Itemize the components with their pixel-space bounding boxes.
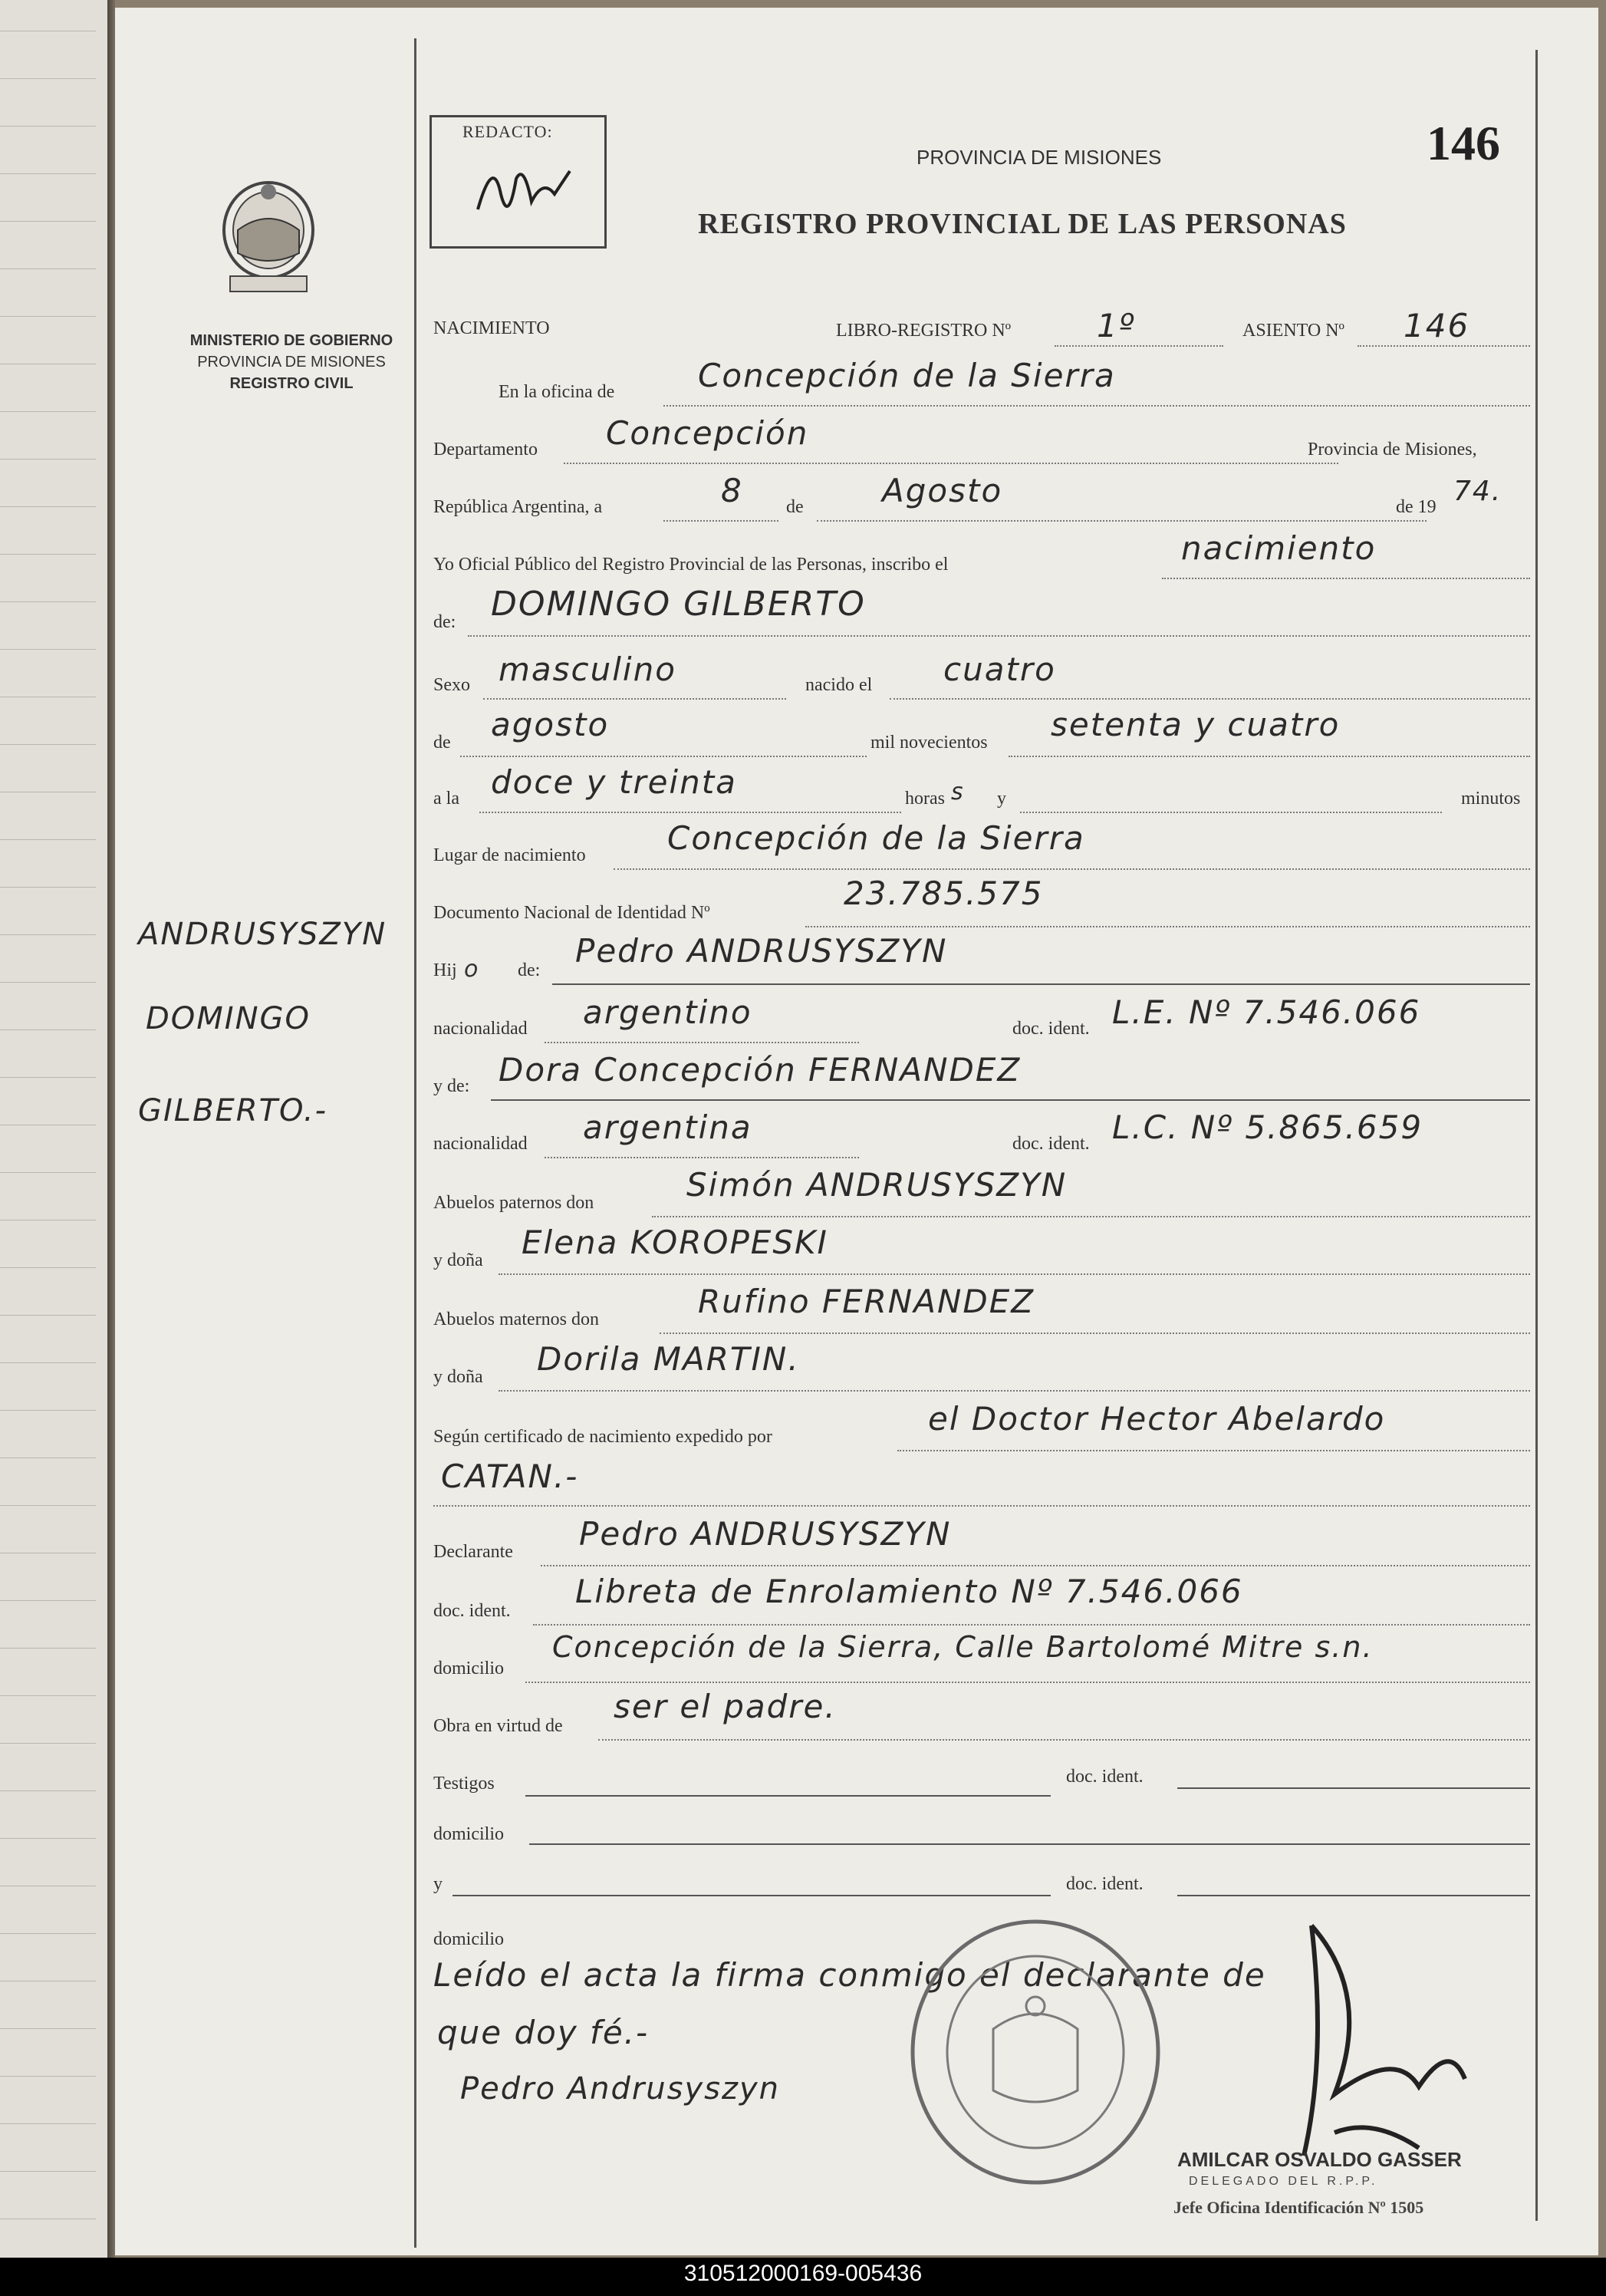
official-signature-icon: [1219, 1902, 1488, 2171]
value-obra: ser el padre.: [614, 1688, 837, 1725]
label-republica: República Argentina, a: [433, 497, 603, 517]
declarante-signature: Pedro Andrusyszyn: [460, 2071, 781, 2107]
dots-dni: [805, 926, 1530, 927]
label-nacido: nacido el: [805, 675, 873, 695]
dots-declarante-doc: [533, 1624, 1530, 1626]
dots-certificado: [897, 1450, 1530, 1451]
label-y-testigo: y: [433, 1874, 443, 1894]
value-abuela-materna: Dorila MARTIN.: [537, 1340, 800, 1378]
value-nacido-anio: setenta y cuatro: [1051, 706, 1341, 743]
official-title: DELEGADO DEL R.P.P.: [1189, 2175, 1378, 2188]
dots-abuelo-paterno: [652, 1216, 1530, 1217]
facing-page: [0, 0, 110, 2296]
value-libro: 1º: [1097, 307, 1136, 344]
dots-obra: [598, 1739, 1530, 1741]
label-testigo-doc-1: doc. ident.: [1066, 1767, 1144, 1787]
label-nacionalidad-padre: nacionalidad: [433, 1019, 528, 1039]
facing-page-rule: [0, 1267, 96, 1268]
provincial-emblem-icon: [215, 176, 322, 299]
value-dni: 23.785.575: [844, 875, 1044, 912]
label-doc-padre: doc. ident.: [1012, 1019, 1090, 1039]
label-abuelos-paternos: Abuelos paternos don: [433, 1193, 594, 1213]
facing-page-rule: [0, 268, 96, 269]
facing-page-rule: [0, 411, 96, 412]
label-libro: LIBRO-REGISTRO Nº: [836, 321, 1012, 341]
label-doc-madre: doc. ident.: [1012, 1134, 1090, 1154]
label-a-la: a la: [433, 789, 459, 809]
label-domicilio-declarante: domicilio: [433, 1659, 504, 1678]
label-oficina: En la oficina de: [499, 382, 615, 402]
facing-page-rule: [0, 744, 96, 745]
facing-page-rule: [0, 1695, 96, 1696]
dots-dia: [663, 520, 778, 522]
value-departamento: Concepción: [606, 414, 809, 452]
margin-middle-name: GILBERTO.-: [138, 1093, 328, 1128]
label-de19: de 19: [1396, 497, 1437, 517]
value-nacionalidad-madre: argentina: [583, 1108, 752, 1146]
dots-nombre: [468, 635, 1530, 637]
facing-page-rule: [0, 554, 96, 555]
facing-page-rule: [0, 78, 96, 79]
facing-page-rule: [0, 601, 96, 602]
facing-page-rule: [0, 506, 96, 507]
rule-domicilio-testigo-1: [529, 1843, 1530, 1845]
label-sexo: Sexo: [433, 675, 470, 695]
value-hijo-suffix: o: [464, 956, 480, 983]
label-yo-oficial: Yo Oficial Público del Registro Provincial de las Personas, inscribo el: [433, 555, 949, 575]
value-mes: Agosto: [882, 472, 1003, 509]
closing-line-2: que doy fé.-: [437, 2014, 650, 2051]
dots-hora: [479, 812, 901, 813]
value-anio: 74.: [1453, 476, 1502, 507]
redacto-signature-icon: [470, 148, 578, 232]
label-mil-novecientos: mil novecientos: [870, 733, 988, 753]
facing-page-rule: [0, 2076, 96, 2077]
value-declarante: Pedro ANDRUSYSZYN: [579, 1515, 952, 1553]
value-domicilio: Concepción de la Sierra, Calle Bartolomé Mitre s.n.: [552, 1630, 1374, 1664]
value-abuelo-paterno: Simón ANDRUSYSZYN: [686, 1166, 1068, 1204]
rule-testigo-doc-1: [1177, 1787, 1530, 1789]
label-segun: Según certificado de nacimiento expedido por: [433, 1427, 772, 1447]
dots-sexo: [483, 698, 786, 700]
ministry-province: PROVINCIA DE MISIONES: [197, 354, 386, 371]
dots-oficina: [663, 405, 1530, 407]
value-sexo: masculino: [499, 651, 676, 688]
facing-page-rule: [0, 982, 96, 983]
dots-libro: [1055, 345, 1223, 347]
label-abuela-paterna: y doña: [433, 1250, 483, 1270]
dots-minutos: [1020, 812, 1442, 813]
document-id: 310512000169-005436: [683, 2261, 923, 2286]
label-minutos: minutos: [1461, 789, 1521, 809]
rule-testigo-doc-2: [1177, 1895, 1530, 1896]
ministry-name: MINISTERIO DE GOBIERNO: [189, 332, 393, 349]
margin-given-name: DOMINGO: [146, 1001, 311, 1036]
official-name: AMILCAR OSVALDO GASSER: [1177, 2148, 1462, 2171]
facing-page-rule: [0, 934, 96, 935]
dots-inscribe: [1162, 578, 1530, 579]
facing-page-rule: [0, 221, 96, 222]
label-nacionalidad-madre: nacionalidad: [433, 1134, 528, 1154]
facing-page-rule: [0, 316, 96, 317]
label-domicilio-testigo-2: domicilio: [433, 1929, 504, 1949]
page-number: 146: [1427, 116, 1500, 170]
label-asiento: ASIENTO Nº: [1242, 321, 1344, 341]
value-abuelo-materno: Rufino FERNANDEZ: [698, 1283, 1035, 1320]
label-nacimiento: NACIMIENTO: [433, 318, 550, 338]
facing-page-rule: [0, 1790, 96, 1791]
value-doc-madre: L.C. Nº 5.865.659: [1112, 1108, 1423, 1146]
value-abuela-paterna: Elena KOROPESKI: [522, 1224, 828, 1261]
value-nombre: DOMINGO GILBERTO: [491, 585, 866, 624]
value-declarante-doc: Libreta de Enrolamiento Nº 7.546.066: [575, 1573, 1243, 1610]
facing-page-rule: [0, 173, 96, 174]
facing-page-rule: [0, 1029, 96, 1030]
facing-page-rule: [0, 1362, 96, 1363]
label-domicilio-testigo-1: domicilio: [433, 1824, 504, 1844]
rule-testigo-2: [453, 1895, 1051, 1896]
value-padre: Pedro ANDRUSYSZYN: [575, 932, 948, 970]
dots-domicilio: [525, 1682, 1530, 1683]
value-nacionalidad-padre: argentino: [583, 993, 752, 1031]
value-asiento: 146: [1404, 307, 1470, 344]
margin-surname: ANDRUSYSZYN: [138, 917, 387, 952]
facing-page-rule: [0, 1743, 96, 1744]
dots-lugar: [614, 868, 1530, 870]
registry-seal-stamp-icon: [905, 1914, 1166, 2190]
value-oficina: Concepción de la Sierra: [698, 357, 1116, 394]
value-inscribe: nacimiento: [1181, 529, 1377, 567]
dots-certificado-2: [433, 1505, 1530, 1507]
rule-madre: [491, 1099, 1530, 1101]
facing-page-rule: [0, 126, 96, 127]
registry-title: REGISTRO PROVINCIAL DE LAS PERSONAS: [698, 208, 1347, 240]
facing-page-rule: [0, 459, 96, 460]
ministry-registry: REGISTRO CIVIL: [229, 375, 354, 392]
facing-page-rule: [0, 649, 96, 650]
rule-testigo-1: [525, 1795, 1051, 1797]
dots-nacionalidad-padre: [545, 1042, 859, 1043]
value-nacido-mes: agosto: [491, 706, 610, 743]
dots-declarante: [541, 1565, 1530, 1566]
label-hijo-de: de:: [518, 960, 541, 980]
value-certificado-2: CATAN.-: [441, 1458, 579, 1495]
facing-page-rule: [0, 2171, 96, 2172]
dots-asiento: [1358, 345, 1530, 347]
label-lugar: Lugar de nacimiento: [433, 845, 586, 865]
value-nacido-dia: cuatro: [943, 651, 1056, 688]
dots-abuelo-materno: [660, 1332, 1530, 1334]
label-de-mes: de: [786, 497, 804, 517]
facing-page-rule: [0, 2028, 96, 2029]
facing-page-rule: [0, 1172, 96, 1173]
dots-departamento: [564, 463, 1338, 464]
dots-abuela-materna: [499, 1390, 1530, 1392]
label-de-nacido-mes: de: [433, 733, 451, 753]
right-rule: [1535, 50, 1538, 2221]
label-hijo: Hij: [433, 960, 457, 980]
facing-page-rule: [0, 1077, 96, 1078]
redacto-box: [429, 115, 607, 249]
facing-page-rule: [0, 1600, 96, 1601]
label-testigo-doc-2: doc. ident.: [1066, 1874, 1144, 1894]
label-y-de: y de:: [433, 1076, 470, 1096]
label-obra: Obra en virtud de: [433, 1716, 563, 1736]
dots-nacido: [890, 698, 1530, 700]
value-certificado: el Doctor Hector Abelardo: [928, 1400, 1386, 1438]
book-spine: [107, 0, 115, 2296]
facing-page-rule: [0, 1315, 96, 1316]
dots-nacido-anio: [1009, 756, 1530, 757]
facing-page-rule: [0, 1505, 96, 1506]
ministry-header: [138, 330, 445, 394]
label-horas: horas: [905, 789, 945, 809]
label-y-minutos: y: [997, 789, 1006, 809]
redacto-label: REDACTO:: [462, 122, 553, 141]
rule-padre: [552, 983, 1530, 985]
dots-mes: [817, 520, 1427, 522]
value-lugar: Concepción de la Sierra: [667, 819, 1085, 857]
facing-page-rule: [0, 887, 96, 888]
label-abuelos-maternos: Abuelos maternos don: [433, 1309, 599, 1329]
closing-line-1: Leído el acta la firma conmigo el declarante de: [433, 1956, 1266, 1994]
label-de-nombre: de:: [433, 612, 456, 632]
province-title: PROVINCIA DE MISIONES: [917, 146, 1162, 169]
value-doc-padre: L.E. Nº 7.546.066: [1112, 993, 1421, 1031]
label-declarante: Declarante: [433, 1542, 513, 1562]
label-testigos: Testigos: [433, 1774, 495, 1794]
label-declarante-doc: doc. ident.: [433, 1601, 511, 1621]
value-madre: Dora Concepción FERNANDEZ: [499, 1051, 1022, 1089]
dots-nacido-mes: [460, 756, 867, 757]
dots-nacionalidad-madre: [545, 1157, 859, 1158]
dots-abuela-paterna: [499, 1273, 1530, 1275]
facing-page-rule: [0, 1410, 96, 1411]
label-dni: Documento Nacional de Identidad Nº: [433, 903, 710, 923]
value-hora: doce y treinta: [491, 763, 737, 801]
register-page: [115, 8, 1598, 2255]
label-departamento: Departamento: [433, 440, 538, 460]
value-horas-suffix: s: [951, 779, 965, 805]
facing-page-rule: [0, 839, 96, 840]
value-dia: 8: [721, 472, 743, 509]
facing-page-rule: [0, 1933, 96, 1934]
facing-page-rule: [0, 1838, 96, 1839]
official-office: Jefe Oficina Identificación Nº 1505: [1173, 2198, 1424, 2217]
facing-page-rule: [0, 1648, 96, 1649]
label-abuela-materna: y doña: [433, 1367, 483, 1387]
facing-page-rule: [0, 2123, 96, 2124]
label-provincia: Provincia de Misiones,: [1308, 440, 1477, 460]
